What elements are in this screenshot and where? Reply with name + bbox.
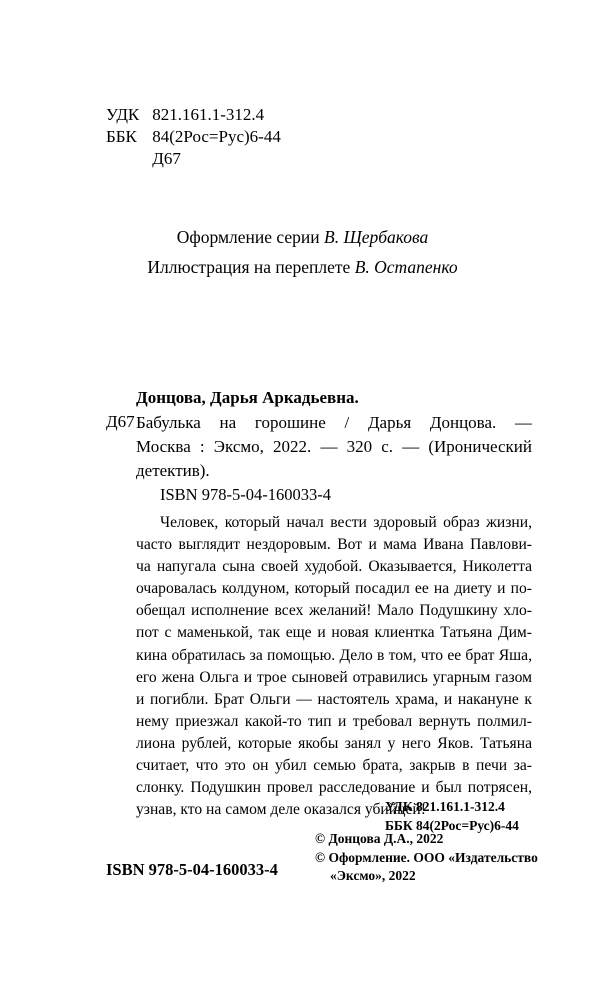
- copyright-line: © Оформление. ООО «Издательство: [315, 850, 538, 865]
- udk-row: [106, 104, 264, 126]
- udk-value: 821.161.1-312.4: [152, 105, 265, 124]
- annotation-line: часто выглядит нездоровым. Вот и мама Ивана Павлови-: [136, 536, 532, 554]
- cover-illustration-name: В. Остапенко: [354, 257, 458, 277]
- annotation-line: пот с маменькой, так еще и новая клиентка Татьяна Дим-: [136, 624, 532, 642]
- annotation-line: и погибли. Брат Ольги — настоятель храма, и накануне к: [136, 690, 532, 708]
- udk-bottom: УДК 821.161.1-312.4: [385, 799, 505, 814]
- annotation-line: очаровалась колдуном, который посадил ее на диету и по-: [136, 580, 532, 598]
- annotation-line: Человек, который начал вести здоровый образ жизни,: [160, 514, 532, 531]
- isbn-bottom: ISBN 978-5-04-160033-4: [106, 860, 278, 879]
- bbk-row: [106, 126, 281, 148]
- annotation-line: узнав, кто на самом деле оказался убийцей!: [136, 801, 426, 819]
- annotation-line: обещал исполнение всех желаний! Мало Подушкину хло-: [136, 602, 532, 620]
- bib-line: Москва : Эксмо, 2022. — 320 с. — (Иронический: [136, 437, 532, 456]
- series-design-name: В. Щербакова: [324, 227, 429, 247]
- annotation-line: слонку. Подушкин провел расследование и был потрясен,: [136, 779, 532, 797]
- bbk-label: ББК: [106, 127, 137, 146]
- annotation-line: кина обратилась за помощью. Дело в том, что ее брат Яша,: [136, 646, 532, 664]
- author-code: Д67: [106, 412, 135, 431]
- annotation-line: считает, что это он убил семью брата, закрыв в печи за-: [136, 757, 532, 775]
- annotation-line: лиона рублей, которые якобы занял у него Яков. Татьяна: [136, 734, 532, 752]
- copyright-line: © Донцова Д.А., 2022: [315, 831, 444, 846]
- annotation-paragraph: [136, 512, 532, 821]
- bbk-bottom: ББК 84(2Рос=Рус)6-44: [385, 818, 519, 833]
- series-design-credit: [0, 226, 605, 248]
- udk-label: УДК: [106, 105, 140, 124]
- author-mark-row: [106, 148, 181, 170]
- annotation-line: его жена Ольга и трое сыновей отравились угарным газом: [136, 668, 532, 686]
- cover-illustration-label: Иллюстрация на переплете: [147, 257, 351, 277]
- bbk-value: 84(2Рос=Рус)6-44: [152, 127, 281, 146]
- bibliographic-description: [136, 411, 532, 483]
- series-design-label: Оформление серии: [176, 227, 320, 247]
- annotation-line: ча напугала сына своей худобой. Оказывается, Николетта: [136, 558, 532, 576]
- annotation-line: нему приезжал какой-то тип и требовал вернуть полмил-: [136, 712, 532, 730]
- bib-line: Бабулька на горошине / Дарья Донцова. —: [136, 413, 532, 432]
- isbn-entry: ISBN 978-5-04-160033-4: [160, 485, 331, 504]
- copyright-line: «Эксмо», 2022: [330, 868, 416, 883]
- author-mark: Д67: [152, 149, 181, 168]
- author-heading: Донцова, Дарья Аркадьевна.: [136, 388, 359, 407]
- cover-illustration-credit: [0, 256, 605, 278]
- bib-line: детектив).: [136, 461, 210, 480]
